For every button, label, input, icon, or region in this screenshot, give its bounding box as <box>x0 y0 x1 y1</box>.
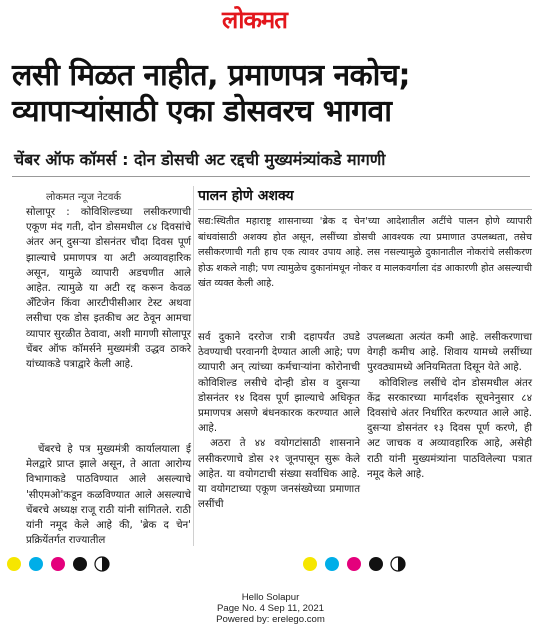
sidebar-heading: पालन होणे अशक्य <box>198 188 294 204</box>
subheadline: चेंबर ऑफ कॉमर्स : दोन डोसची अट रद्दची मुख्यमंत्र्यांकडे मागणी <box>14 150 386 169</box>
registration-dot-magenta <box>347 557 361 571</box>
column-divider <box>193 186 194 546</box>
footer-page-date: Page No. 4 Sep 11, 2021 <box>216 603 325 614</box>
footer-powered-by[interactable]: Powered by: erelego.com <box>216 614 325 625</box>
masthead <box>0 0 541 50</box>
article-column-1-continued <box>26 442 191 548</box>
newspaper-logo[interactable]: लोकमत <box>222 5 287 34</box>
article-paragraph: कोविशिल्ड लसींचे दोन डोसमधील अंतर केंद्र सरकारच्या मार्गदर्शक सूचनेनुसार ८४ दिवसांचे अंतर निर्धारित करण्यात आले आहे. दुसऱ्या डोसनंतर १३ दिवस पूर्ण करणे, ही अट जाचक व अव्यावहारिक आहे, असेही राठी यांनी मुख्यमंत्र्यांना पाठविलेल्या पत्रात नमूद केले आहे. <box>367 377 532 480</box>
registration-dot-black <box>73 557 87 571</box>
print-registration-bar <box>0 554 541 576</box>
registration-dot-black <box>369 557 383 571</box>
byline: लोकमत न्यूज नेटवर्क <box>46 192 122 203</box>
footer-edition: Hello Solapur <box>241 592 300 603</box>
registration-dot-half-fill <box>102 557 109 571</box>
registration-dot-cyan <box>29 557 43 571</box>
article-paragraph: उपलब्धता अत्यंत कमी आहे. लसीकरणाचा वेगही कमीच आहे. शिवाय यामध्ये लसींच्या पुरवठ्यामध्ये अनियमितता दिसून येते आहे. <box>367 332 532 374</box>
header-divider <box>12 176 530 177</box>
article-column-1 <box>26 205 191 372</box>
registration-dot-yellow <box>303 557 317 571</box>
registration-dot-yellow <box>7 557 21 571</box>
headline-line-1: लसी मिळत नाहीत, प्रमाणपत्र नकोच; <box>12 58 410 93</box>
sidebar-divider <box>198 209 532 210</box>
article-column-2 <box>198 330 360 512</box>
article-paragraph: सर्व दुकाने दररोज रात्री दहापर्यंत उघडे ठेवण्याची परवानगी देण्यात आली आहे; पण व्यापारी अन् त्यांच्या कर्मचाऱ्यांना कोरोनाची कोविशिल्ड लसीचे दोन्ही डोस व दुसऱ्या डोसनंतर १४ दिवस पूर्ण झाल्याचे अधिकृत प्रमाणपत्र असणे बंधनकारक करण्यात आले आहे. <box>198 332 360 435</box>
headline-line-2: व्यापाऱ्यांसाठी एका डोसवरच भागवा <box>12 94 392 129</box>
article-paragraph: चेंबरचे हे पत्र मुख्यमंत्री कार्यालयाला ई मेलद्वारे प्राप्त झाले असून, ते आता आरोग्य विभागाकडे पाठविण्यात आले असल्याचे 'सीएमओ'कडून कळविण्यात आले असल्याचे चेंबरचे अध्यक्ष राजू राठी यांनी सांगितले. राठी यांनी नमूद केले आहे की, 'ब्रेक द चेन' प्रक्रियेंतर्गत राज्यातील <box>26 444 191 547</box>
registration-dot-magenta <box>51 557 65 571</box>
page-footer <box>0 592 541 625</box>
registration-dot-half-fill <box>398 557 405 571</box>
sidebar-text: सद्य:स्थितीत महाराष्ट्र शासनाच्या 'ब्रेक द चेन'च्या आदेशातील अटींचे पालन होणे व्यापारी बांधवांसाठी अशक्य होत असून, लसींच्या डोसची आवश्यक त्या प्रमाणात उपलब्धता, तसेच लसीकरणाची गती हाच एक त्यावर उपाय आहे. लस नसल्यामुळे दुकानातील नोकरांचे लसीकरण होऊ शकले नाही; पण त्यामुळेच दुकानांमधून नोकर व मालकवर्गाला दंड आकारणी होत असल्याची खंत व्यक्त केली आहे. <box>198 216 532 289</box>
registration-dot-cyan <box>325 557 339 571</box>
article-paragraph: सोलापूर : कोविशिल्डच्या लसीकरणाची एकूण मंद गती, दोन डोसमधील ८४ दिवसांचे अंतर अन् दुसऱ्या डोसनंतर चौदा दिवस पूर्ण झाल्याचे प्रमाणपत्र या अटी अव्यावहारिक असून, यामुळे व्यापारी अडचणीत आले आहेत. त्यामुळे या अटी रद्द करून केवळ अँटिजेन किंवा आरटीपीसीआर टेस्ट अथवा लसीचा एक डोस इतकीच अट ठेवून आमचा व्यापार सुरळीत ठेवावा, अशी मागणी सोलापूर चेंबर ऑफ कॉमर्सने मुख्यमंत्री उद्धव ठाकरे यांच्याकडे पत्राद्वारे केली आहे. <box>26 207 191 371</box>
registration-marks <box>0 554 541 576</box>
article-column-3 <box>367 330 532 482</box>
headline <box>12 58 532 130</box>
article-paragraph: अठरा ते ४४ वयोगटांसाठी शासनाने लसीकरणाचे डोस २१ जूनपासून सुरू केले आहेत. या वयोगटाची संख्या सर्वाधिक आहे. या वयोगटाच्या एकूण जनसंख्येच्या प्रमाणात लसींची <box>198 438 360 511</box>
